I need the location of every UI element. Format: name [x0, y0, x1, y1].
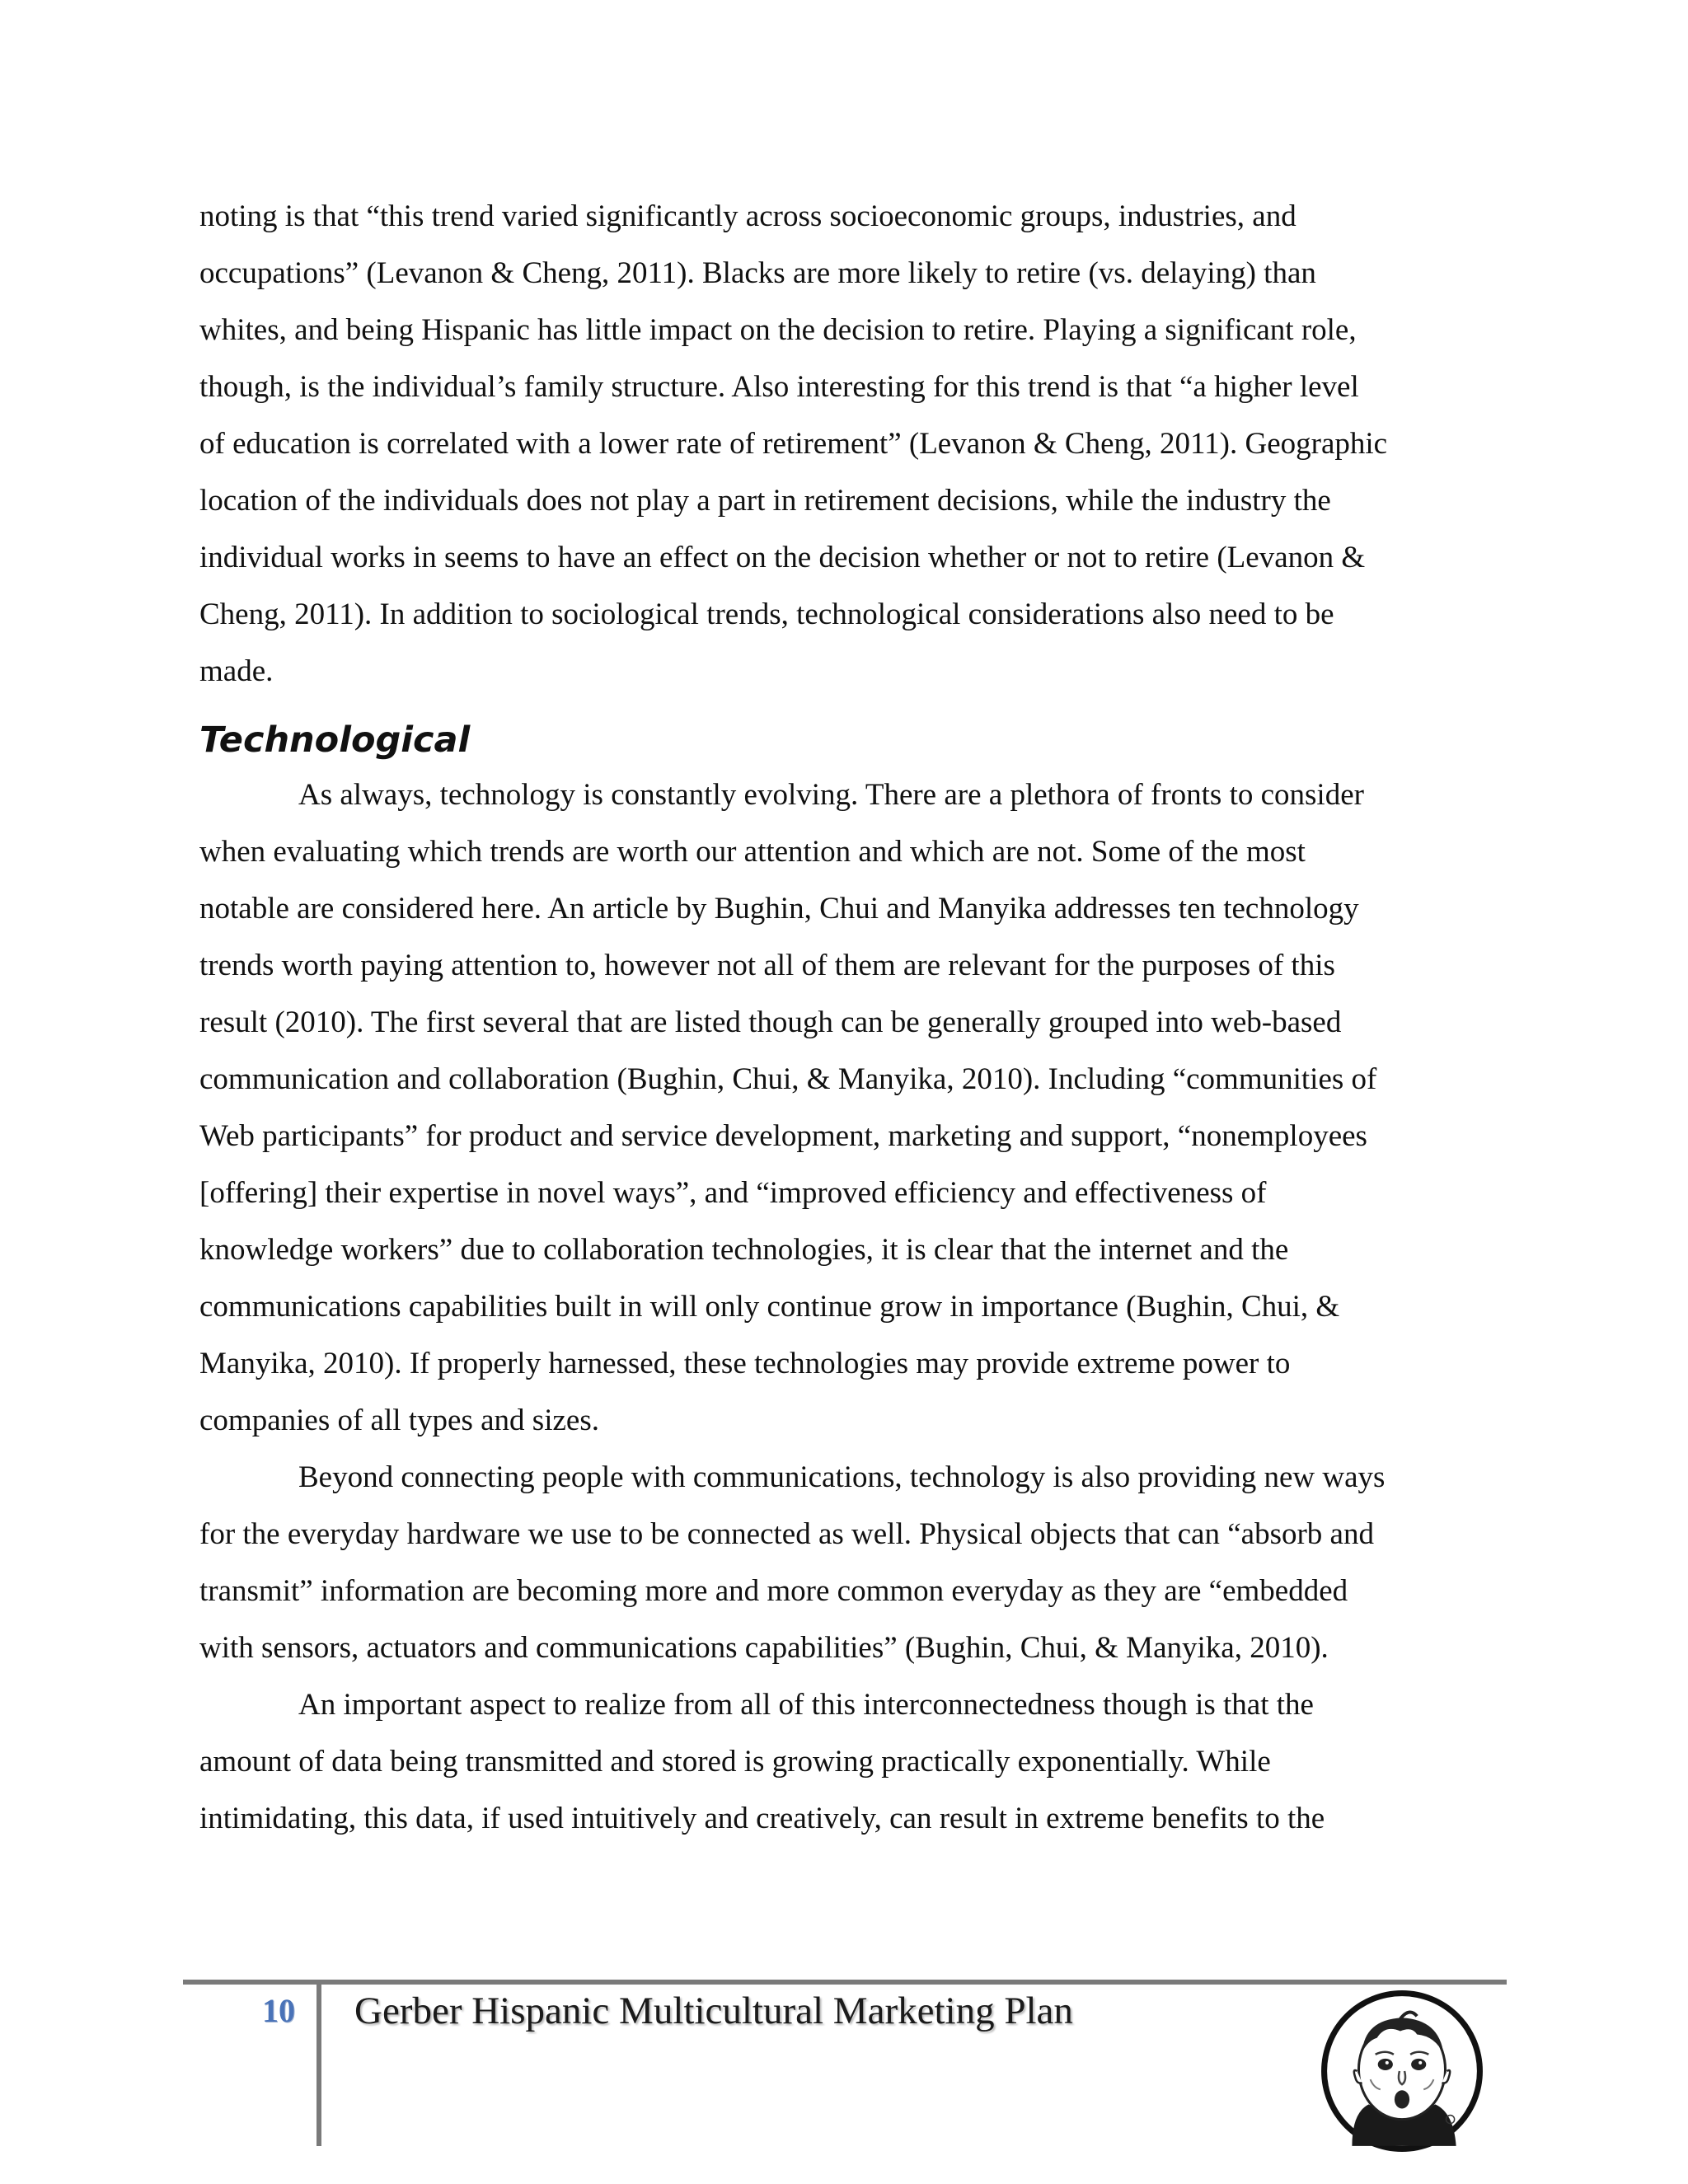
paragraph-connected-hardware: [199, 1449, 1502, 1676]
paragraph-connected-hardware-line: transmit” information are becoming more and more common everyday as they are “embedded: [199, 1574, 1348, 1608]
paragraph-connected-hardware-line: with sensors, actuators and communications capabilities” (Bughin, Chui, & Manyika, 2010).: [199, 1631, 1329, 1665]
paragraph-technology-trends: [199, 766, 1502, 1449]
paragraph-technology-trends-line: communication and collaboration (Bughin, Chui, & Manyika, 2010). Including “communities of: [199, 1062, 1377, 1096]
paragraph-retirement-trends-line: made.: [199, 654, 274, 688]
paragraph-retirement-trends-line: noting is that “this trend varied significantly across socioeconomic groups, industries, and: [199, 199, 1296, 233]
paragraph-data-growth-line: An important aspect to realize from all of this interconnectedness though is that the: [298, 1688, 1314, 1722]
page-number: 10: [262, 1992, 295, 2029]
paragraph-technology-trends-line: when evaluating which trends are worth our attention and which are not. Some of the most: [199, 835, 1306, 869]
paragraph-retirement-trends-line: of education is correlated with a lower rate of retirement” (Levanon & Cheng, 2011). Geographic: [199, 427, 1388, 461]
paragraph-data-growth: [199, 1676, 1502, 1847]
paragraph-technology-trends-line: [offering] their expertise in novel ways”, and “improved efficiency and effectiveness of: [199, 1176, 1267, 1210]
paragraph-retirement-trends-line: whites, and being Hispanic has little impact on the decision to retire. Playing a significant role,: [199, 313, 1357, 347]
paragraph-technology-trends-line: communications capabilities built in will only continue grow in importance (Bughin, Chui, &: [199, 1290, 1340, 1324]
paragraph-technology-trends-line: trends worth paying attention to, however not all of them are relevant for the purposes of this: [199, 949, 1335, 982]
paragraph-retirement-trends-line: though, is the individual’s family structure. Also interesting for this trend is that “a higher level: [199, 370, 1359, 404]
paragraph-technology-trends-line: companies of all types and sizes.: [199, 1404, 599, 1437]
paragraph-retirement-trends-line: occupations” (Levanon & Cheng, 2011). Blacks are more likely to retire (vs. delaying) than: [199, 256, 1316, 290]
paragraph-technology-trends-line: Web participants” for product and service development, marketing and support, “nonemployees: [199, 1119, 1367, 1153]
document-body: [199, 188, 1502, 1847]
paragraph-technology-trends-line: As always, technology is constantly evolving. There are a plethora of fronts to consider: [298, 778, 1364, 812]
paragraph-retirement-trends: [199, 188, 1502, 700]
paragraph-retirement-trends-line: individual works in seems to have an effect on the decision whether or not to retire (Levanon &: [199, 541, 1366, 574]
footer-horizontal-rule: [183, 1980, 1507, 1985]
paragraph-technology-trends-line: result (2010). The first several that are listed though can be generally grouped into web-based: [199, 1005, 1342, 1039]
paragraph-data-growth-line: amount of data being transmitted and stored is growing practically exponentially. While: [199, 1745, 1271, 1779]
paragraph-technology-trends-line: knowledge workers” due to collaboration technologies, it is clear that the internet and the: [199, 1233, 1289, 1267]
footer-vertical-rule: [316, 1980, 321, 2146]
footer-document-title: Gerber Hispanic Multicultural Marketing Plan: [354, 1990, 1073, 2032]
section-heading: Technological: [199, 719, 471, 761]
paragraph-retirement-trends-line: Cheng, 2011). In addition to sociological trends, technological considerations also need to be: [199, 598, 1334, 631]
paragraph-technology-trends-line: Manyika, 2010). If properly harnessed, these technologies may provide extreme power to: [199, 1347, 1291, 1380]
paragraph-connected-hardware-line: for the everyday hardware we use to be connected as well. Physical objects that can “absorb and: [199, 1517, 1374, 1551]
paragraph-data-growth-line: intimidating, this data, if used intuitively and creatively, can result in extreme benefits to the: [199, 1802, 1325, 1835]
gerber-baby-logo-icon: [1319, 1988, 1485, 2154]
paragraph-connected-hardware-line: Beyond connecting people with communications, technology is also providing new ways: [298, 1460, 1386, 1494]
paragraph-retirement-trends-line: location of the individuals does not play a part in retirement decisions, while the industry the: [199, 484, 1331, 518]
paragraph-technology-trends-line: notable are considered here. An article by Bughin, Chui and Manyika addresses ten technology: [199, 892, 1359, 926]
